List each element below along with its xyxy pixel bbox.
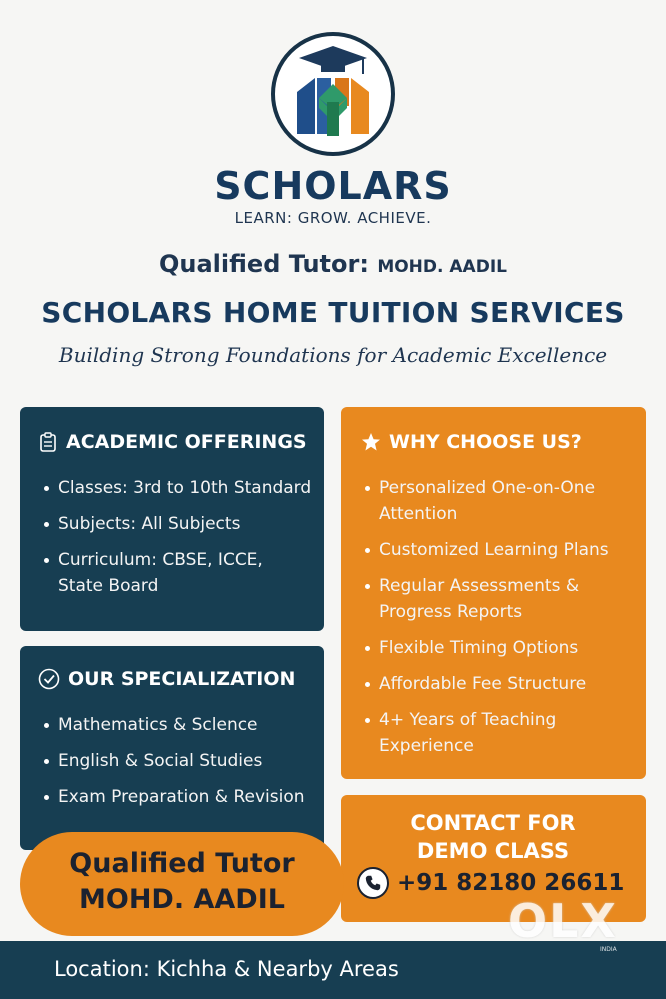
olx-watermark bbox=[508, 894, 628, 954]
graduation-house-icon bbox=[275, 36, 391, 152]
phone-glyph bbox=[364, 874, 382, 892]
list-item: Flexible Timing Options bbox=[361, 635, 631, 661]
location-text: Location: Kichha & Nearby Areas bbox=[54, 957, 399, 981]
star-icon bbox=[361, 432, 381, 452]
page-subtitle: Building Strong Foundations for Academic Excellence bbox=[58, 343, 608, 367]
contact-heading: CONTACT FOR DEMO CLASS bbox=[410, 811, 576, 863]
tutor-header-prefix: Qualified Tutor: bbox=[159, 250, 369, 278]
list-item: Curriculum: CBSE, ICCE, State Board bbox=[40, 547, 270, 599]
page-title: SCHOLARS HOME TUITION SERVICES bbox=[41, 296, 625, 329]
phone-icon bbox=[357, 867, 389, 899]
list-item: Classes: 3rd to 10th Standard bbox=[40, 475, 316, 501]
brand-name: SCHOLARS bbox=[214, 164, 452, 208]
list-item: Customized Learning Plans bbox=[361, 537, 631, 563]
tutor-badge-name: MOHD. AADIL bbox=[79, 884, 285, 915]
list-item: 4+ Years of Teaching Experience bbox=[361, 707, 571, 759]
scholars-logo bbox=[271, 32, 395, 156]
specialization-title: OUR SPECIALIZATION bbox=[68, 668, 296, 690]
specialization-heading bbox=[38, 668, 295, 690]
list-item: Affordable Fee Structure bbox=[361, 671, 631, 697]
list-item: Personalized One-on-One Attention bbox=[361, 475, 631, 527]
academic-offerings-heading bbox=[38, 431, 307, 453]
phone-number[interactable]: +91 82180 26611 bbox=[397, 870, 625, 896]
academic-offerings-card bbox=[20, 407, 324, 631]
specialization-card bbox=[20, 646, 324, 850]
list-item: Regular Assessments & Progress Reports bbox=[361, 573, 591, 625]
brand-tagline: LEARN: GROW. ACHIEVE. bbox=[234, 209, 432, 227]
tutor-header bbox=[0, 250, 666, 278]
watermark-sub: INDIA bbox=[600, 946, 617, 953]
tutor-header-name: MOHD. AADIL bbox=[377, 257, 507, 277]
check-circle-icon bbox=[38, 668, 60, 690]
list-item: Exam Preparation & Revision bbox=[40, 784, 316, 810]
clipboard-icon bbox=[38, 432, 58, 452]
academic-offerings-list bbox=[40, 475, 316, 609]
why-choose-us-title: WHY CHOOSE US? bbox=[389, 431, 582, 453]
specialization-list bbox=[40, 712, 316, 820]
list-item: Subjects: All Subjects bbox=[40, 511, 316, 537]
list-item: English & Social Studies bbox=[40, 748, 316, 774]
tutor-badge-title: Qualified Tutor bbox=[69, 848, 295, 879]
tutor-badge bbox=[20, 832, 344, 936]
why-choose-us-card bbox=[341, 407, 646, 779]
academic-offerings-title: ACADEMIC OFFERINGS bbox=[66, 431, 307, 453]
watermark-text: OLX bbox=[508, 894, 618, 948]
list-item: Mathematics & Sclence bbox=[40, 712, 316, 738]
why-choose-us-heading bbox=[361, 431, 582, 453]
why-choose-us-list bbox=[361, 475, 631, 769]
